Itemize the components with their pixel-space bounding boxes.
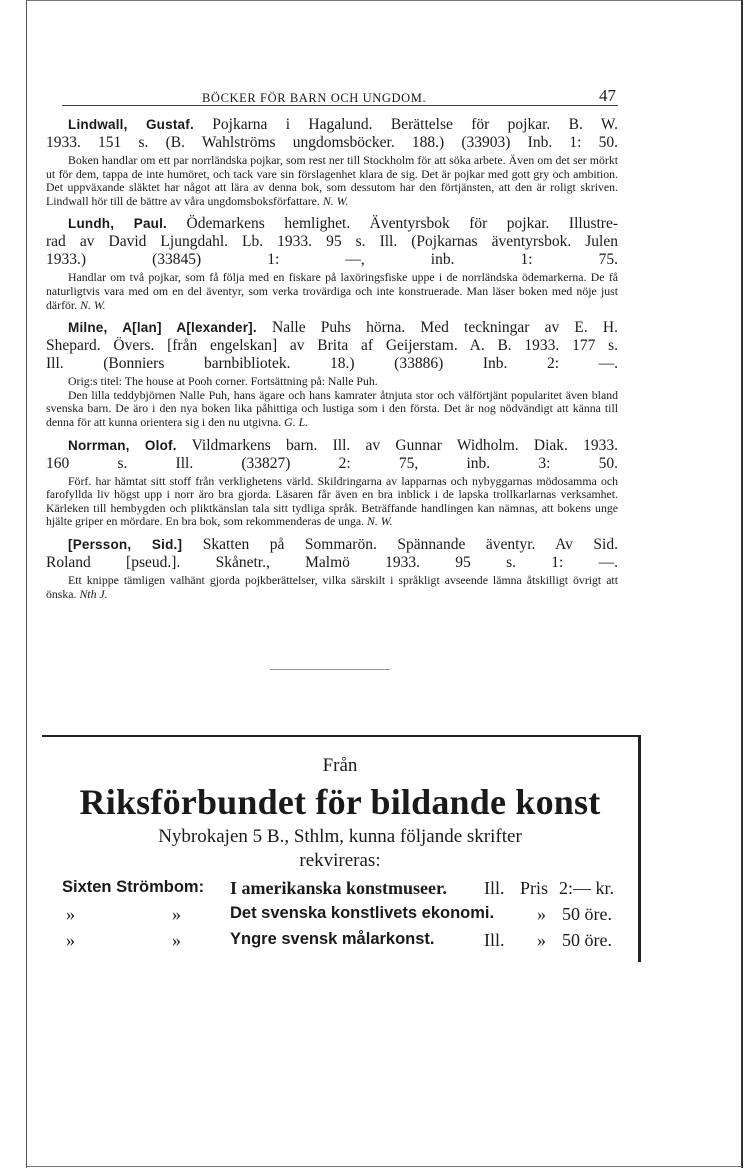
review-text: Den lilla teddybjörnen Nalle Puh, hans ägare och hans kamrater åtnjuta stor och välförtjänt popularitet även bland svenska barn. De äro i den nya boken lika påhittiga och lustiga som i den första. Det är nog nödvändigt att känna till denna för att kunna orientera sig i den nu utgivna. (46, 387, 618, 429)
bib-line: 1933. 151 s. (B. Wahlströms ungdomsböcker. 188.) (33903) Inb. 1: 50. (46, 134, 618, 151)
bib-line (46, 437, 618, 455)
ad-ditto: » (172, 930, 181, 950)
bib-text: Pojkarna i Hagalund. Berättelse för pojkar. B. W. (193, 116, 618, 133)
book-list (46, 116, 618, 608)
author-name: Norrman, Olof. (68, 437, 177, 453)
reviewer-initials: N. W. (322, 193, 349, 208)
book-entry-lindwall (46, 116, 618, 208)
page-number: 47 (599, 86, 616, 105)
bib-line: rad av David Ljungdahl. Lb. 1933. 95 s. Ill. (Pojkarnas äventyrsbok. Julen (46, 233, 618, 251)
bib-text: Skatten på Sommarön. Spännande äventyr. Av Sid. (182, 535, 618, 553)
scan-edge-top (26, 0, 742, 1)
author-name: Lundh, Paul. (68, 216, 168, 232)
ad-price: 2:— kr. (559, 878, 615, 898)
original-title-note (46, 375, 618, 389)
book-entry-lundh (46, 215, 618, 312)
bib-line: Shepard. Övers. [från engelskan] av Brita af Geijerstam. A. B. 1933. 177 s. (46, 337, 618, 355)
ad-address-line: Nybrokajen 5 B., Sthlm, kunna följande skrifter (158, 826, 522, 847)
review-note (46, 574, 618, 601)
ad-ill: Ill. (484, 878, 505, 898)
reviewer-initials: N. W. (80, 297, 106, 312)
ad-author: Sixten Strömbom: (62, 878, 205, 896)
bib-text: Nalle Puhs hörna. Med teckningar av E. H. (256, 319, 618, 337)
advertisement-box (42, 735, 641, 962)
ad-price: 50 öre. (562, 930, 612, 950)
ad-ditto: » (537, 930, 546, 950)
ad-title: Riksförbundet för bildande konst (79, 782, 601, 822)
reviewer-initials: G. L. (284, 414, 309, 429)
author-name: Milne, A[lan] A[lexander]. (68, 320, 257, 336)
ad-publication-row (62, 878, 618, 902)
scan-edge-left (26, 0, 27, 1168)
bib-line: 1933.) (33845) 1: —, inb. 1: 75. (46, 251, 618, 269)
bib-line (46, 116, 618, 134)
ad-publication-title: Det svenska konstlivets ekonomi. (230, 904, 495, 922)
author-name: [Persson, Sid.] (68, 536, 183, 552)
book-entry-persson (46, 536, 618, 601)
ad-publication-title: Yngre svensk målarkonst. (230, 930, 435, 948)
ad-ill: Ill. (484, 930, 505, 950)
ad-from: Från (322, 755, 358, 776)
ad-publication-row (62, 930, 618, 954)
ad-ditto: » (537, 904, 546, 924)
scan-edge-bottom (26, 1166, 742, 1167)
bib-line (46, 536, 618, 554)
section-end-rule (270, 669, 390, 670)
ad-publication-title: I amerikanska konstmuseer. (230, 878, 447, 898)
ad-publication-row (62, 904, 618, 928)
scan-edge-right (741, 0, 743, 1168)
bib-line: 160 s. Ill. (33827) 2: 75, inb. 3: 50. (46, 454, 618, 472)
bib-line: Ill. (Bonniers barnbibliotek. 18.) (33886) Inb. 2: —. (46, 355, 618, 373)
ad-ditto: » (66, 904, 75, 924)
reviewer-initials: Nth J. (79, 586, 108, 601)
book-entry-milne (46, 319, 618, 429)
header-rule (62, 105, 618, 106)
page-header (62, 88, 618, 110)
ad-ditto: » (66, 930, 75, 950)
original-title-text: Orig:s titel: The house at Pooh corner. Fortsättning på: Nalle Puh. (68, 374, 378, 389)
book-entry-norrman (46, 437, 618, 529)
ad-address (42, 825, 638, 873)
ad-price-label: Pris (520, 878, 549, 898)
review-text: Boken handlar om ett par norrländska pojkar, som rest ner till Stockholm för att söka arbete. Även om det ser mörkt ut för dem, tappa de inte humöret, och tack vare sin förslagenhet klara de sig. Det är pojkar med gott gry och ambition. Det uppväxande släktet har något att lära av denna bok, som dessutom har den förtjänsten, att den är roligt skriven. Lindwall hör till de bättre av våra ungdomsboksförfattare. (46, 153, 618, 208)
review-text: Förf. har hämtat sitt stoff från verklighetens värld. Skildringarna av lapparnas och nybyggarnas mödosamma och farofyllda liv högst upp i norr äro bra gjorda. Läsaren får även en bra inblick i de lapska trollkarlarnas verksamhet. Kärleken till hembygden och pliktkänslan tala sitt tydliga språk. Beträffande handlingen kan nämnas, att bokens unge hjälte griper en mördare. En bra bok, som rekommenderas de unga. (46, 473, 618, 529)
bib-text: Ödemarkens hemlighet. Äventyrsbok för pojkar. Illustre- (167, 215, 618, 233)
review-text: Ett knippe tämligen valhänt gjorda pojkberättelser, vilka särskilt i språkligt avseende lämna åtskilligt övrigt att önska. (46, 572, 618, 601)
author-name: Lindwall, Gustaf. (68, 117, 194, 132)
review-note (46, 154, 618, 208)
review-note (46, 389, 618, 430)
bib-line (46, 215, 618, 233)
ad-address-line: rekvireras: (299, 850, 381, 871)
review-text: Handlar om två pojkar, som få följa med en fiskare på laxöringsfiske uppe i de norrländska ödemarkerna. De få naturligtvis vara med om en del äventyr, som verka trovärdiga och inte konstruerade. Man läser boken med nöje just därför. (46, 270, 618, 312)
running-title: BÖCKER FÖR BARN OCH UNGDOM. (202, 91, 427, 105)
bib-line: Roland [pseud.]. Skånetr., Malmö 1933. 95 s. 1: —. (46, 553, 618, 571)
reviewer-initials: N. W. (367, 514, 393, 529)
bib-text: Vildmarkens barn. Ill. av Gunnar Widholm. Diak. 1933. (176, 436, 618, 454)
review-note (46, 271, 618, 312)
bib-line (46, 319, 618, 337)
ad-ditto: » (172, 904, 181, 924)
review-note (46, 475, 618, 529)
ad-price: 50 öre. (562, 904, 612, 924)
